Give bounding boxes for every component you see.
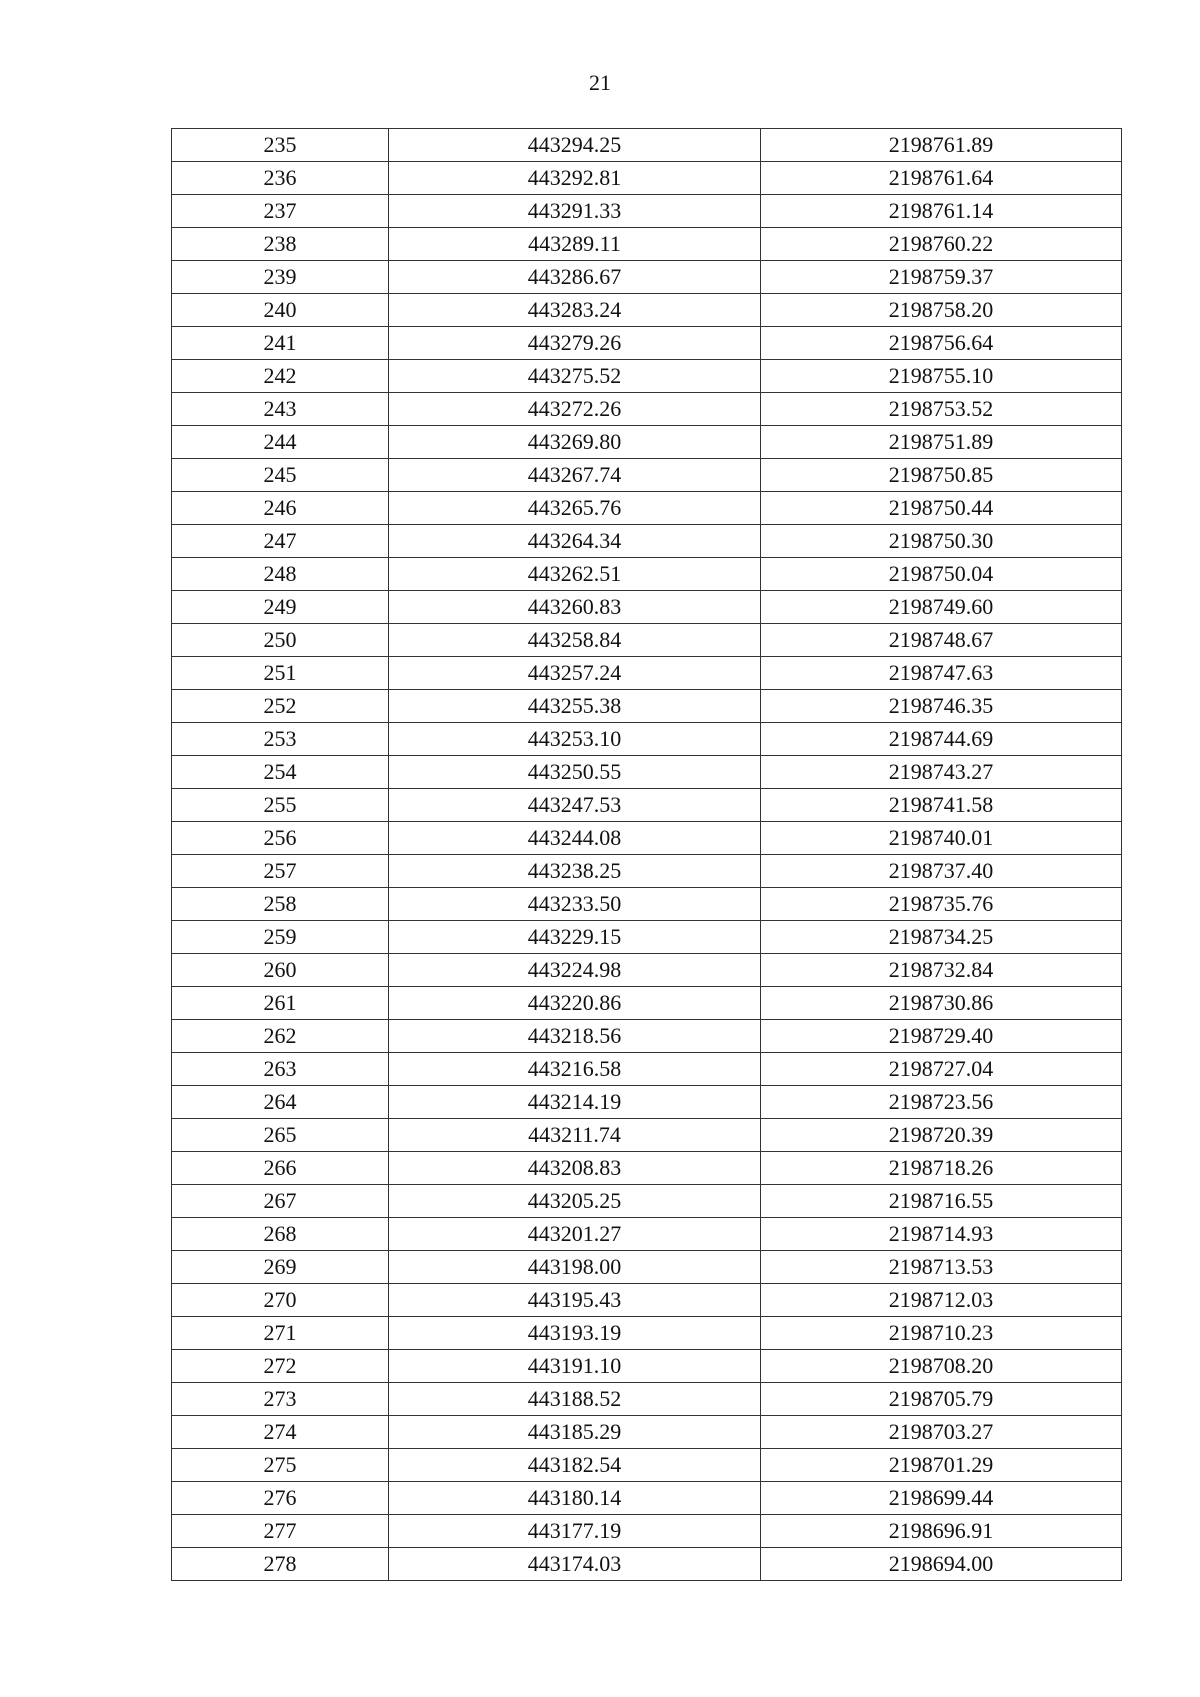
y-coordinate-cell: 2198718.26 <box>761 1152 1122 1185</box>
y-coordinate-cell: 2198749.60 <box>761 591 1122 624</box>
table-row <box>172 1119 1122 1152</box>
table-row <box>172 1218 1122 1251</box>
point-number-cell: 248 <box>172 558 389 591</box>
x-coordinate-cell: 443267.74 <box>389 459 761 492</box>
table-row <box>172 954 1122 987</box>
table-row <box>172 1020 1122 1053</box>
y-coordinate-cell: 2198734.25 <box>761 921 1122 954</box>
point-number-cell: 255 <box>172 789 389 822</box>
point-number-cell: 277 <box>172 1515 389 1548</box>
point-number-cell: 239 <box>172 261 389 294</box>
y-coordinate-cell: 2198710.23 <box>761 1317 1122 1350</box>
table-row <box>172 1383 1122 1416</box>
point-number-cell: 242 <box>172 360 389 393</box>
y-coordinate-cell: 2198746.35 <box>761 690 1122 723</box>
y-coordinate-cell: 2198743.27 <box>761 756 1122 789</box>
x-coordinate-cell: 443238.25 <box>389 855 761 888</box>
y-coordinate-cell: 2198713.53 <box>761 1251 1122 1284</box>
x-coordinate-cell: 443216.58 <box>389 1053 761 1086</box>
y-coordinate-cell: 2198737.40 <box>761 855 1122 888</box>
point-number-cell: 252 <box>172 690 389 723</box>
y-coordinate-cell: 2198732.84 <box>761 954 1122 987</box>
table-row <box>172 1317 1122 1350</box>
point-number-cell: 275 <box>172 1449 389 1482</box>
point-number-cell: 260 <box>172 954 389 987</box>
y-coordinate-cell: 2198720.39 <box>761 1119 1122 1152</box>
point-number-cell: 249 <box>172 591 389 624</box>
point-number-cell: 240 <box>172 294 389 327</box>
x-coordinate-cell: 443255.38 <box>389 690 761 723</box>
y-coordinate-cell: 2198699.44 <box>761 1482 1122 1515</box>
table-row <box>172 1152 1122 1185</box>
point-number-cell: 265 <box>172 1119 389 1152</box>
x-coordinate-cell: 443264.34 <box>389 525 761 558</box>
y-coordinate-cell: 2198714.93 <box>761 1218 1122 1251</box>
x-coordinate-cell: 443208.83 <box>389 1152 761 1185</box>
x-coordinate-cell: 443174.03 <box>389 1548 761 1581</box>
point-number-cell: 241 <box>172 327 389 360</box>
table-row <box>172 789 1122 822</box>
point-number-cell: 269 <box>172 1251 389 1284</box>
y-coordinate-cell: 2198750.85 <box>761 459 1122 492</box>
point-number-cell: 272 <box>172 1350 389 1383</box>
table-row <box>172 195 1122 228</box>
y-coordinate-cell: 2198747.63 <box>761 657 1122 690</box>
x-coordinate-cell: 443229.15 <box>389 921 761 954</box>
table-row <box>172 558 1122 591</box>
x-coordinate-cell: 443244.08 <box>389 822 761 855</box>
table-row <box>172 1482 1122 1515</box>
y-coordinate-cell: 2198705.79 <box>761 1383 1122 1416</box>
x-coordinate-cell: 443247.53 <box>389 789 761 822</box>
table-row <box>172 162 1122 195</box>
table-row <box>172 459 1122 492</box>
table-row <box>172 327 1122 360</box>
x-coordinate-cell: 443294.25 <box>389 129 761 162</box>
y-coordinate-cell: 2198750.44 <box>761 492 1122 525</box>
x-coordinate-cell: 443220.86 <box>389 987 761 1020</box>
x-coordinate-cell: 443250.55 <box>389 756 761 789</box>
point-number-cell: 258 <box>172 888 389 921</box>
point-number-cell: 262 <box>172 1020 389 1053</box>
point-number-cell: 235 <box>172 129 389 162</box>
point-number-cell: 266 <box>172 1152 389 1185</box>
x-coordinate-cell: 443260.83 <box>389 591 761 624</box>
x-coordinate-cell: 443224.98 <box>389 954 761 987</box>
table-row <box>172 1548 1122 1581</box>
table-row <box>172 888 1122 921</box>
table-row <box>172 228 1122 261</box>
table-row <box>172 1449 1122 1482</box>
y-coordinate-cell: 2198751.89 <box>761 426 1122 459</box>
point-number-cell: 267 <box>172 1185 389 1218</box>
y-coordinate-cell: 2198703.27 <box>761 1416 1122 1449</box>
table-row <box>172 723 1122 756</box>
table-row <box>172 591 1122 624</box>
table-row <box>172 1251 1122 1284</box>
table-row <box>172 756 1122 789</box>
y-coordinate-cell: 2198716.55 <box>761 1185 1122 1218</box>
x-coordinate-cell: 443286.67 <box>389 261 761 294</box>
point-number-cell: 278 <box>172 1548 389 1581</box>
x-coordinate-cell: 443205.25 <box>389 1185 761 1218</box>
y-coordinate-cell: 2198696.91 <box>761 1515 1122 1548</box>
y-coordinate-cell: 2198761.64 <box>761 162 1122 195</box>
y-coordinate-cell: 2198740.01 <box>761 822 1122 855</box>
point-number-cell: 253 <box>172 723 389 756</box>
table-row <box>172 624 1122 657</box>
y-coordinate-cell: 2198756.64 <box>761 327 1122 360</box>
point-number-cell: 261 <box>172 987 389 1020</box>
y-coordinate-cell: 2198755.10 <box>761 360 1122 393</box>
x-coordinate-cell: 443257.24 <box>389 657 761 690</box>
y-coordinate-cell: 2198750.30 <box>761 525 1122 558</box>
point-number-cell: 264 <box>172 1086 389 1119</box>
table-row <box>172 855 1122 888</box>
point-number-cell: 263 <box>172 1053 389 1086</box>
y-coordinate-cell: 2198761.89 <box>761 129 1122 162</box>
table-row <box>172 987 1122 1020</box>
table-row <box>172 1086 1122 1119</box>
point-number-cell: 268 <box>172 1218 389 1251</box>
page-number: 21 <box>589 70 611 95</box>
x-coordinate-cell: 443211.74 <box>389 1119 761 1152</box>
y-coordinate-cell: 2198744.69 <box>761 723 1122 756</box>
point-number-cell: 276 <box>172 1482 389 1515</box>
y-coordinate-cell: 2198730.86 <box>761 987 1122 1020</box>
point-number-cell: 270 <box>172 1284 389 1317</box>
point-number-cell: 251 <box>172 657 389 690</box>
y-coordinate-cell: 2198748.67 <box>761 624 1122 657</box>
x-coordinate-cell: 443258.84 <box>389 624 761 657</box>
point-number-cell: 243 <box>172 393 389 426</box>
y-coordinate-cell: 2198741.58 <box>761 789 1122 822</box>
table-row <box>172 1515 1122 1548</box>
point-number-cell: 238 <box>172 228 389 261</box>
point-number-cell: 236 <box>172 162 389 195</box>
x-coordinate-cell: 443201.27 <box>389 1218 761 1251</box>
y-coordinate-cell: 2198735.76 <box>761 888 1122 921</box>
y-coordinate-cell: 2198759.37 <box>761 261 1122 294</box>
x-coordinate-cell: 443265.76 <box>389 492 761 525</box>
point-number-cell: 246 <box>172 492 389 525</box>
table-row <box>172 1350 1122 1383</box>
x-coordinate-cell: 443233.50 <box>389 888 761 921</box>
table-row <box>172 393 1122 426</box>
x-coordinate-cell: 443195.43 <box>389 1284 761 1317</box>
x-coordinate-cell: 443185.29 <box>389 1416 761 1449</box>
y-coordinate-cell: 2198753.52 <box>761 393 1122 426</box>
x-coordinate-cell: 443291.33 <box>389 195 761 228</box>
point-number-cell: 244 <box>172 426 389 459</box>
x-coordinate-cell: 443289.11 <box>389 228 761 261</box>
y-coordinate-cell: 2198694.00 <box>761 1548 1122 1581</box>
x-coordinate-cell: 443188.52 <box>389 1383 761 1416</box>
x-coordinate-cell: 443292.81 <box>389 162 761 195</box>
y-coordinate-cell: 2198727.04 <box>761 1053 1122 1086</box>
y-coordinate-cell: 2198760.22 <box>761 228 1122 261</box>
y-coordinate-cell: 2198708.20 <box>761 1350 1122 1383</box>
table-row <box>172 261 1122 294</box>
x-coordinate-cell: 443180.14 <box>389 1482 761 1515</box>
table-row <box>172 294 1122 327</box>
point-number-cell: 259 <box>172 921 389 954</box>
y-coordinate-cell: 2198758.20 <box>761 294 1122 327</box>
table-row <box>172 657 1122 690</box>
x-coordinate-cell: 443191.10 <box>389 1350 761 1383</box>
table-row <box>172 129 1122 162</box>
x-coordinate-cell: 443269.80 <box>389 426 761 459</box>
x-coordinate-cell: 443198.00 <box>389 1251 761 1284</box>
x-coordinate-cell: 443262.51 <box>389 558 761 591</box>
x-coordinate-cell: 443253.10 <box>389 723 761 756</box>
y-coordinate-cell: 2198723.56 <box>761 1086 1122 1119</box>
coordinates-table-body <box>172 129 1122 1581</box>
x-coordinate-cell: 443214.19 <box>389 1086 761 1119</box>
table-row <box>172 1185 1122 1218</box>
y-coordinate-cell: 2198712.03 <box>761 1284 1122 1317</box>
point-number-cell: 273 <box>172 1383 389 1416</box>
table-row <box>172 426 1122 459</box>
x-coordinate-cell: 443272.26 <box>389 393 761 426</box>
x-coordinate-cell: 443283.24 <box>389 294 761 327</box>
table-row <box>172 492 1122 525</box>
table-row <box>172 360 1122 393</box>
x-coordinate-cell: 443182.54 <box>389 1449 761 1482</box>
x-coordinate-cell: 443275.52 <box>389 360 761 393</box>
point-number-cell: 256 <box>172 822 389 855</box>
table-row <box>172 690 1122 723</box>
x-coordinate-cell: 443218.56 <box>389 1020 761 1053</box>
point-number-cell: 257 <box>172 855 389 888</box>
table-row <box>172 822 1122 855</box>
table-row <box>172 1416 1122 1449</box>
point-number-cell: 245 <box>172 459 389 492</box>
y-coordinate-cell: 2198750.04 <box>761 558 1122 591</box>
y-coordinate-cell: 2198729.40 <box>761 1020 1122 1053</box>
table-row <box>172 1053 1122 1086</box>
y-coordinate-cell: 2198701.29 <box>761 1449 1122 1482</box>
point-number-cell: 274 <box>172 1416 389 1449</box>
table-row <box>172 1284 1122 1317</box>
point-number-cell: 247 <box>172 525 389 558</box>
table-row <box>172 921 1122 954</box>
y-coordinate-cell: 2198761.14 <box>761 195 1122 228</box>
point-number-cell: 271 <box>172 1317 389 1350</box>
table-row <box>172 525 1122 558</box>
x-coordinate-cell: 443177.19 <box>389 1515 761 1548</box>
coordinates-table <box>171 128 1122 1581</box>
point-number-cell: 250 <box>172 624 389 657</box>
x-coordinate-cell: 443193.19 <box>389 1317 761 1350</box>
point-number-cell: 254 <box>172 756 389 789</box>
point-number-cell: 237 <box>172 195 389 228</box>
x-coordinate-cell: 443279.26 <box>389 327 761 360</box>
